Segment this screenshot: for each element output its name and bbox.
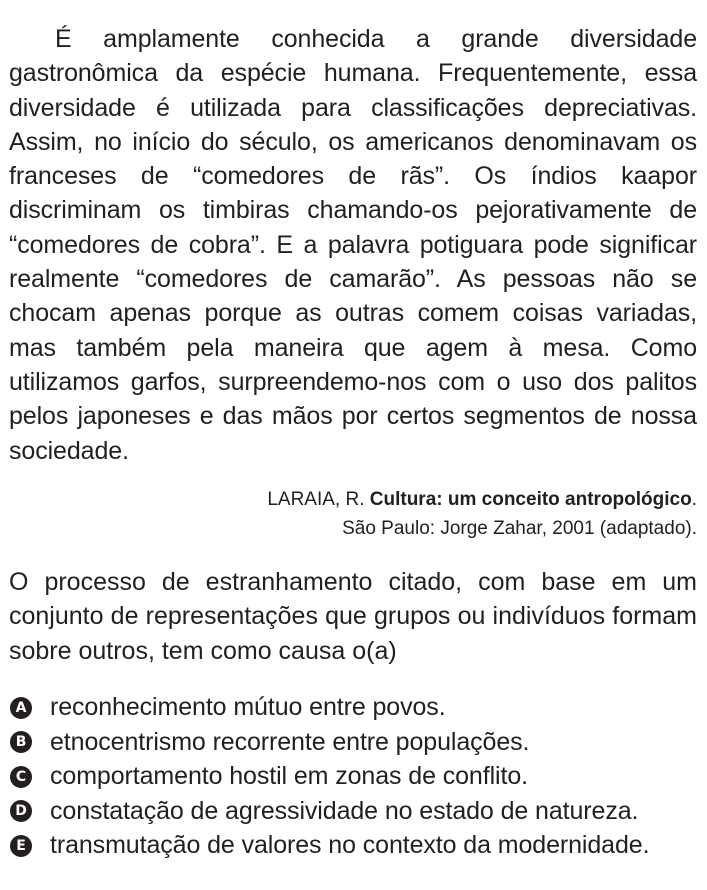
citation-line-1 <box>9 485 697 514</box>
citation-title: Cultura: um conceito antropológico <box>369 488 692 510</box>
answer-options <box>9 690 697 863</box>
option-a[interactable] <box>9 690 697 725</box>
option-c-letter-icon: C <box>10 766 32 788</box>
citation <box>9 485 697 543</box>
passage-text: É amplamente conhecida a grande diversidade gastronômica da espécie humana. Frequentemente, essa diversidade é utilizada para classificações depreciativas. Assim, no início do século, os americanos denominavam os franceses de “comedores de rãs”. Os índios kaapor discriminam os timbiras chamando-os pejorativamente de “comedores de cobra”. E a palavra potiguara pode significar realmente “comedores de camarão”. As pessoas não se chocam apenas porque as outras comem coisas variadas, mas também pela maneira que agem à mesa. Como utilizamos garfos, surpreendemo-nos com o uso dos palitos pelos japoneses e das mãos por certos segmentos de nossa sociedade. <box>9 25 697 465</box>
option-b[interactable] <box>9 725 697 760</box>
option-b-letter-icon: B <box>10 731 32 753</box>
option-d[interactable] <box>9 794 697 829</box>
option-a-letter-icon: A <box>10 697 32 719</box>
citation-title-end: . <box>691 488 697 510</box>
option-e-letter-icon: E <box>10 835 32 857</box>
question-stem: O processo de estranhamento citado, com base em um conjunto de representações que grupos ou indivíduos formam sobre outros, tem como causa o(a) <box>9 567 697 665</box>
option-d-letter-icon: D <box>10 800 32 822</box>
option-e-text: transmutação de valores no contexto da modernidade. <box>50 831 650 860</box>
option-d-text: constatação de agressividade no estado de natureza. <box>50 796 639 825</box>
citation-publisher: São Paulo: Jorge Zahar, 2001 (adaptado). <box>342 517 697 539</box>
option-e[interactable] <box>9 828 697 863</box>
option-a-text: reconhecimento mútuo entre povos. <box>50 693 446 722</box>
option-b-text: etnocentrismo recorrente entre populações. <box>50 727 530 756</box>
citation-author: LARAIA, R. <box>267 488 365 510</box>
option-c[interactable] <box>9 759 697 794</box>
option-c-text: comportamento hostil em zonas de conflito. <box>50 762 528 791</box>
